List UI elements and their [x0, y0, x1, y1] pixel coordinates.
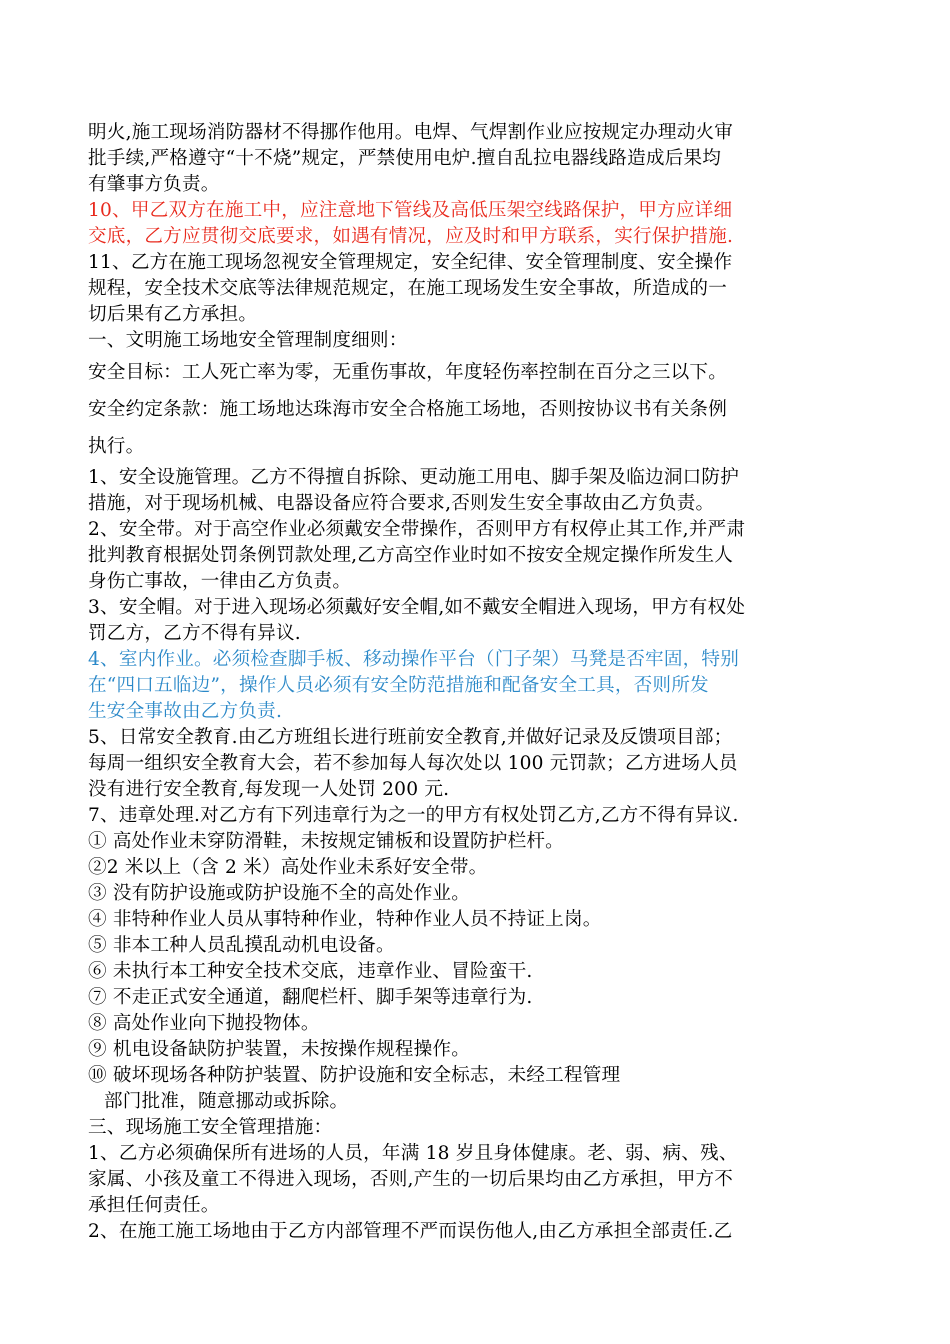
list-item: ⑦ 不走正式安全通道，翻爬栏杆、脚手架等违章行为. [88, 987, 533, 1008]
list-item: ⑧ 高处作业向下抛投物体。 [88, 1013, 320, 1034]
list-item: ① 高处作业未穿防滑鞋，未按规定铺板和设置防护栏杆。 [88, 831, 564, 852]
text-line: 2、在施工施工场地由于乙方内部管理不严而误伤他人,由乙方承担全部责任.乙 [88, 1221, 733, 1242]
text-line-red: 交底，乙方应贯彻交底要求，如遇有情况，应及时和甲方联系，实行保护措施. [88, 226, 734, 247]
document-page [88, 120, 864, 1245]
text-line: 承担任何责任。 [88, 1195, 220, 1216]
text-line: 11、乙方在施工现场忽视安全管理规定，安全纪律、安全管理制度、安全操作 [88, 252, 733, 273]
list-item: ④ 非特种作业人员从事特种作业，特种作业人员不持证上岗。 [88, 909, 602, 930]
list-item: ⑥ 未执行本工种安全技术交底，违章作业、冒险蛮干. [88, 961, 533, 982]
text-line: 有肇事方负责。 [88, 174, 220, 195]
text-line: 1、安全设施管理。乙方不得擅自拆除、更动施工用电、脚手架及临边洞口防护 [88, 467, 740, 488]
text-line: 2、安全带。对于高空作业必须戴安全带操作，否则甲方有权停止其工作,并严肃 [88, 519, 746, 540]
text-line-blue: 在“四口五临边”，操作人员必须有安全防范措施和配备安全工具，否则所发 [88, 675, 709, 696]
text-line-blue: 4、室内作业。必须检查脚手板、移动操作平台（门子架）马凳是否牢固，特别 [88, 649, 740, 670]
text-line: 7、违章处理.对乙方有下列违章行为之一的甲方有权处罚乙方,乙方不得有异议. [88, 805, 739, 826]
text-line: 5、日常安全教育.由乙方班组长进行班前安全教育,并做好记录及反馈项目部； [88, 727, 733, 748]
text-line: 安全约定条款：施工场地达珠海市安全合格施工场地，否则按协议书有关条例 [88, 399, 727, 420]
text-line: 安全目标：工人死亡率为零，无重伤事故，年度轻伤率控制在百分之三以下。 [88, 362, 727, 383]
section-heading: 三、现场施工安全管理措施： [88, 1117, 333, 1138]
text-line: 每周一组织安全教育大会，若不参加每人每次处以 100 元罚款；乙方进场人员 [88, 753, 738, 774]
list-item-continuation: 部门批准，随意挪动或拆除。 [104, 1091, 349, 1112]
list-item: ③ 没有防护设施或防护设施不全的高处作业。 [88, 883, 470, 904]
text-line: 3、安全帽。对于进入现场必须戴好安全帽,如不戴安全帽进入现场，甲方有权处 [88, 597, 746, 618]
text-line: 家属、小孩及童工不得进入现场，否则,产生的一切后果均由乙方承担，甲方不 [88, 1169, 734, 1190]
text-line: 执行。 [88, 436, 145, 457]
text-line: 明火,施工现场消防器材不得挪作他用。电焊、气焊割作业应按规定办理动火审 [88, 122, 734, 143]
text-line: 1、乙方必须确保所有进场的人员，年满 18 岁且身体健康。老、弱、病、残、 [88, 1143, 738, 1164]
text-line-blue: 生安全事故由乙方负责. [88, 701, 283, 722]
list-item: ⑤ 非本工种人员乱摸乱动机电设备。 [88, 935, 395, 956]
text-line-red: 10、甲乙双方在施工中，应注意地下管线及高低压架空线路保护，甲方应详细 [88, 200, 733, 221]
text-line: 批判教育根据处罚条例罚款处理,乙方高空作业时如不按安全规定操作所发生人 [88, 545, 734, 566]
text-line: 没有进行安全教育,每发现一人处罚 200 元. [88, 779, 450, 800]
text-line: 批手续,严格遵守“十不烧”规定，严禁使用电炉.擅自乱拉电器线路造成后果均 [88, 148, 722, 169]
text-line: 措施，对于现场机械、电器设备应符合要求,否则发生安全事故由乙方负责。 [88, 493, 715, 514]
list-item: ②2 米以上（含 2 米）高处作业未系好安全带。 [88, 857, 488, 878]
text-line: 切后果有乙方承担。 [88, 304, 258, 325]
list-item: ⑨ 机电设备缺防护装置，未按操作规程操作。 [88, 1039, 470, 1060]
text-line: 规程，安全技术交底等法律规范规定，在施工现场发生安全事故，所造成的一 [88, 278, 727, 299]
list-item: ⑩ 破坏现场各种防护装置、防护设施和安全标志，未经工程管理 [88, 1065, 621, 1086]
text-line: 身伤亡事故，一律由乙方负责。 [88, 571, 352, 592]
section-heading: 一、文明施工场地安全管理制度细则： [88, 330, 408, 351]
text-line: 罚乙方，乙方不得有异议. [88, 623, 301, 644]
